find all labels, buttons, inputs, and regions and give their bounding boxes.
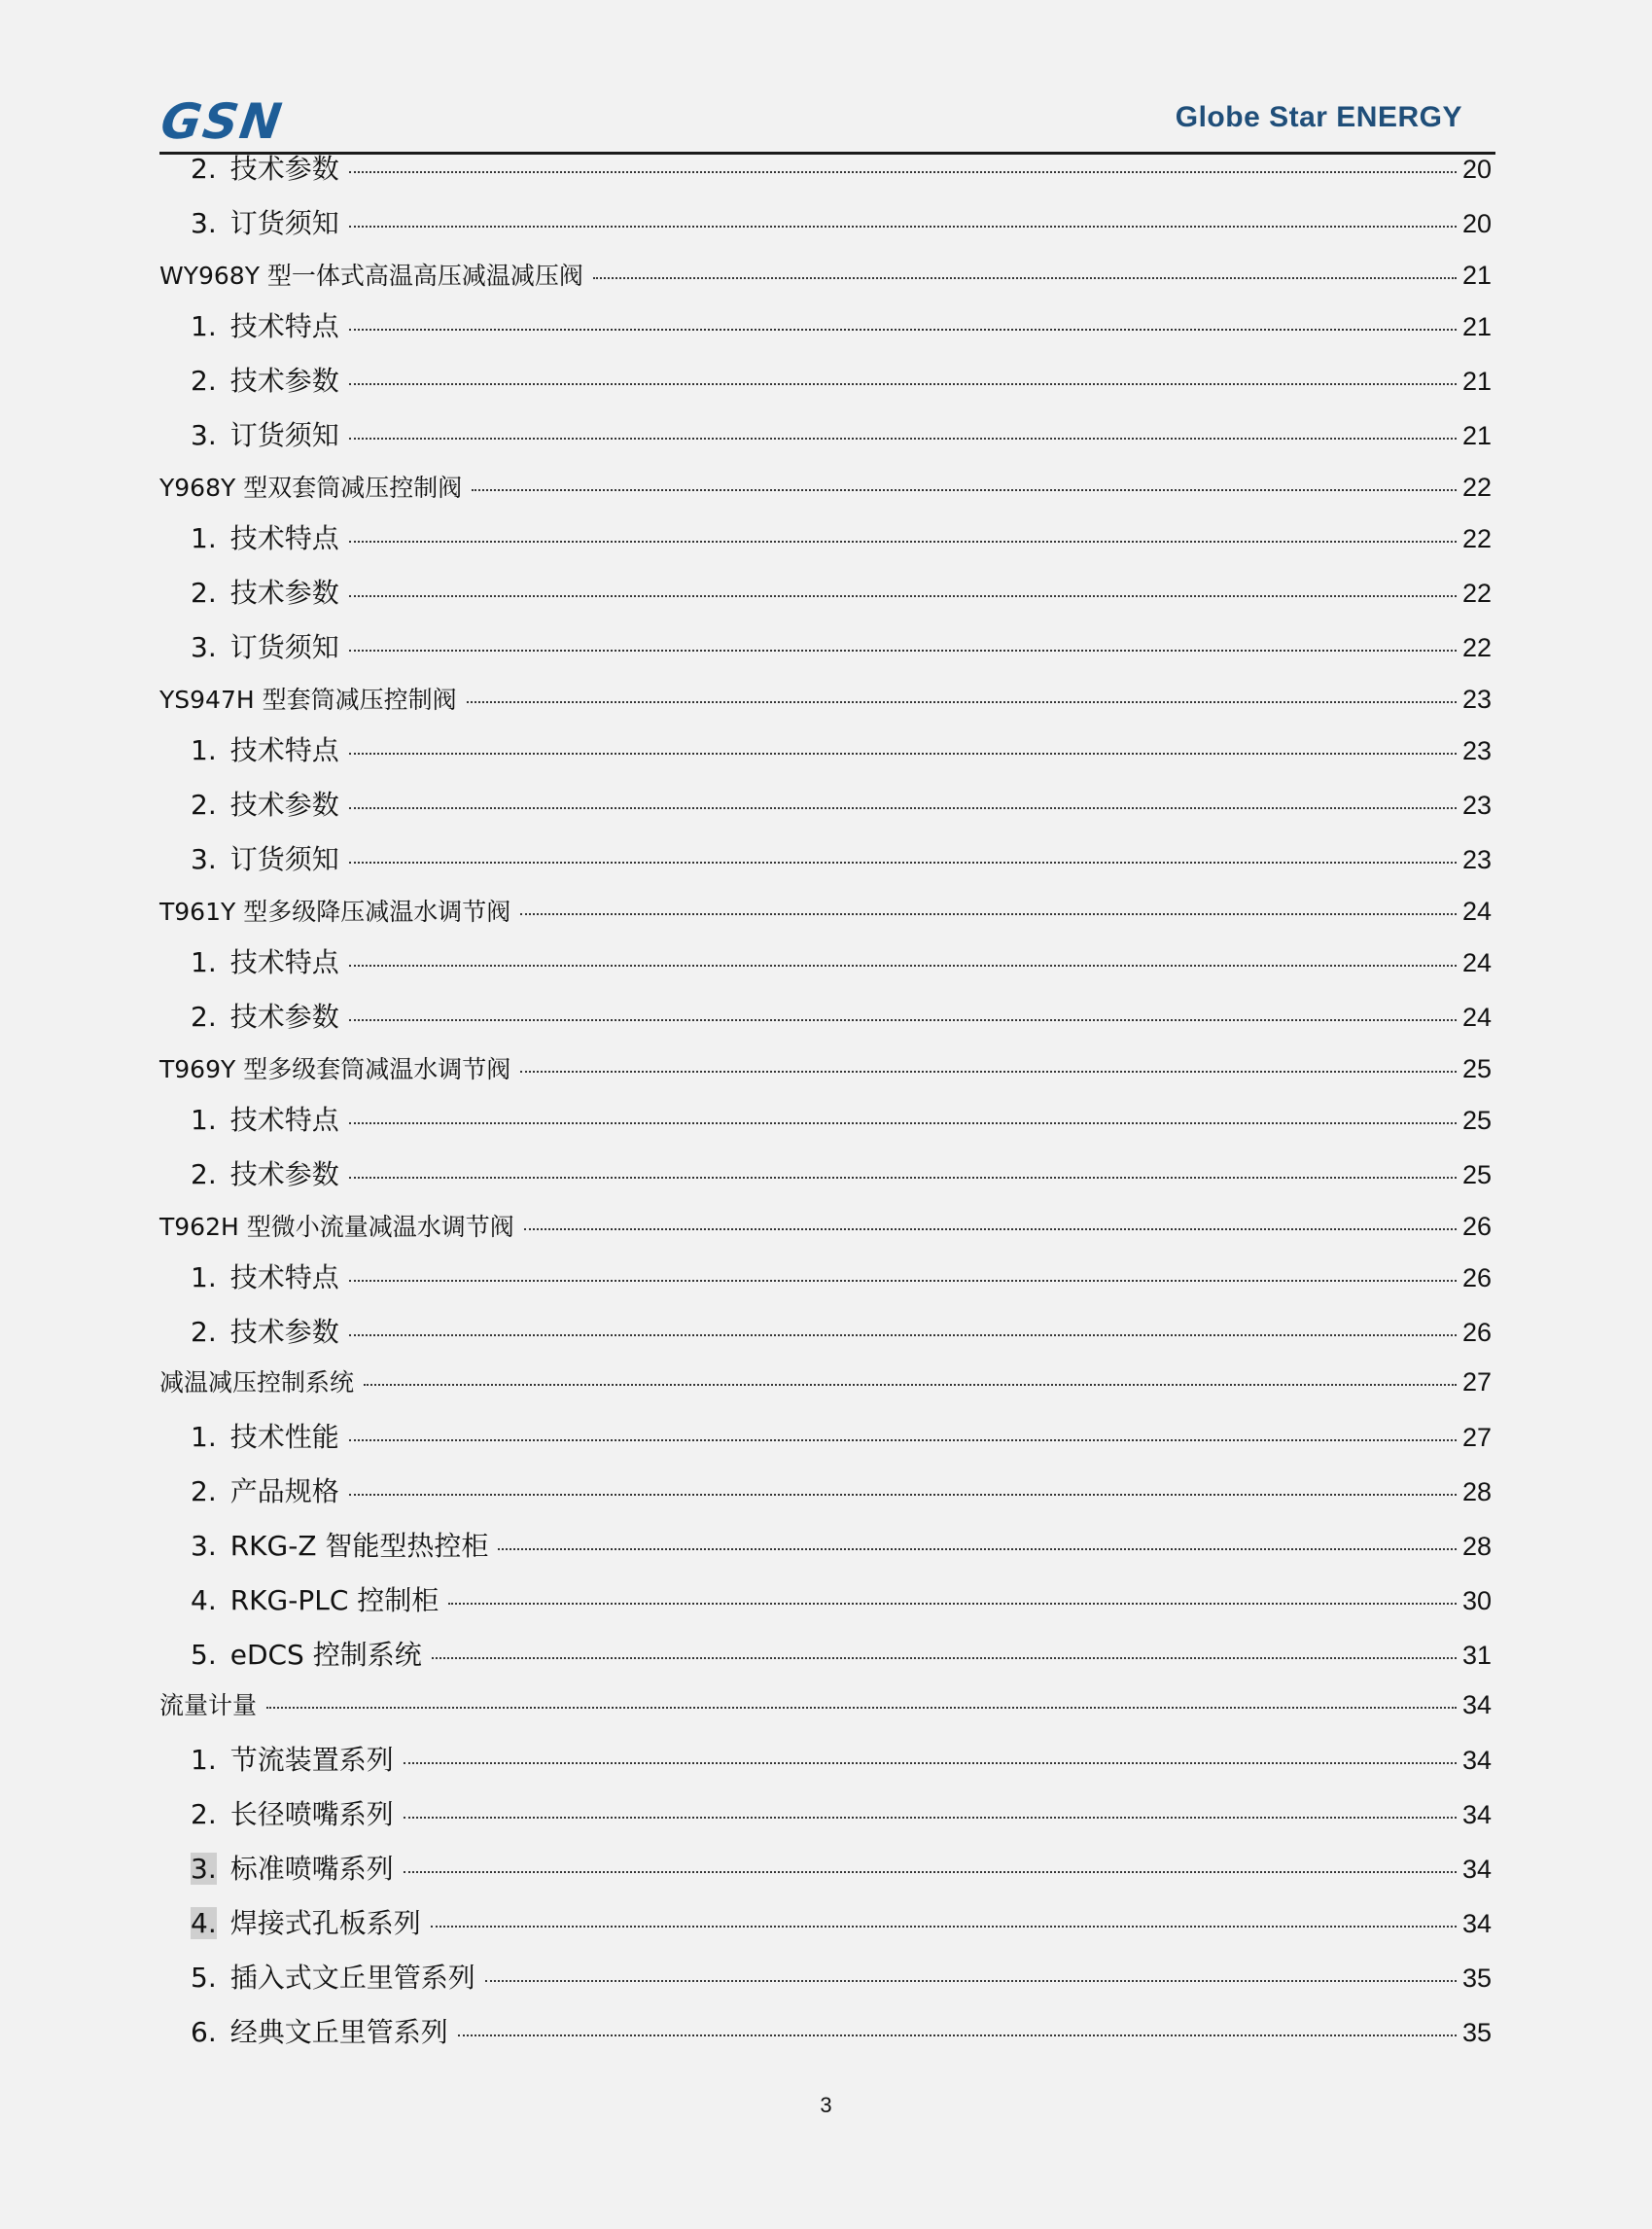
toc-subentry[interactable] xyxy=(191,1739,1492,1778)
toc-page-number: 35 xyxy=(1461,2018,1492,2047)
toc-page-number: 23 xyxy=(1461,845,1492,874)
toc-entry-number: 1. xyxy=(191,734,217,766)
toc-entry-number: 3. xyxy=(191,631,217,663)
toc-page-number: 26 xyxy=(1461,1212,1492,1241)
toc-page-number: 34 xyxy=(1461,1800,1492,1829)
toc-subentry[interactable] xyxy=(191,1579,1492,1618)
page-header xyxy=(159,86,1495,155)
dot-leader xyxy=(349,329,1457,331)
toc-entry-number: 2. xyxy=(191,1316,217,1348)
toc-subentry[interactable] xyxy=(191,1793,1492,1832)
toc-entry-number: 3. xyxy=(191,1530,217,1562)
dot-leader xyxy=(524,1228,1457,1230)
toc-entry-number: 2. xyxy=(191,1798,217,1830)
brand-name: Globe Star ENERGY xyxy=(1175,101,1462,133)
toc-heading-entry[interactable] xyxy=(159,1208,1492,1243)
toc-entry-number: 1. xyxy=(191,522,217,554)
toc-subentry[interactable] xyxy=(191,729,1492,768)
dot-leader xyxy=(349,541,1457,543)
toc-page-number: 23 xyxy=(1461,791,1492,820)
toc-heading-entry[interactable] xyxy=(159,893,1492,928)
toc-page-number: 23 xyxy=(1461,736,1492,765)
dot-leader xyxy=(498,1548,1457,1550)
toc-entry-title: T969Y 型多级套筒减温水调节阀 xyxy=(159,1055,511,1083)
toc-entry-number: 2. xyxy=(191,1158,217,1190)
toc-entry-number: 1. xyxy=(191,1744,217,1776)
toc-page-number: 21 xyxy=(1461,367,1492,396)
toc-entry-title: 订货须知 xyxy=(229,843,339,875)
toc-subentry[interactable] xyxy=(191,1099,1492,1138)
toc-page-number: 24 xyxy=(1461,1003,1492,1032)
dot-leader xyxy=(349,1280,1457,1282)
toc-entry-title: 技术性能 xyxy=(229,1421,339,1453)
toc-page-number: 22 xyxy=(1461,633,1492,662)
toc-subentry[interactable] xyxy=(191,1957,1492,1996)
dot-leader xyxy=(349,1019,1457,1021)
toc-page-number: 22 xyxy=(1461,579,1492,608)
toc-entry-title: 技术参数 xyxy=(229,1001,339,1033)
toc-subentry[interactable] xyxy=(191,517,1492,556)
dot-leader xyxy=(349,1122,1457,1124)
toc-entry-title: eDCS 控制系统 xyxy=(229,1639,422,1671)
toc-page-number: 34 xyxy=(1461,1855,1492,1884)
toc-entry-number: 2. xyxy=(191,153,217,185)
toc-entry-title: 技术特点 xyxy=(229,946,339,978)
toc-entry-title: RKG-PLC 控制柜 xyxy=(229,1584,439,1616)
toc-subentry[interactable] xyxy=(191,626,1492,665)
toc-entry-title: 减温减压控制系统 xyxy=(159,1368,355,1397)
toc-entry-title: 技术特点 xyxy=(229,310,339,342)
toc-entry-title: 技术特点 xyxy=(229,522,339,554)
toc-entry-title: 技术参数 xyxy=(229,577,339,609)
toc-page-number: 35 xyxy=(1461,1964,1492,1993)
toc-entry-title: 订货须知 xyxy=(229,419,339,451)
toc-subentry[interactable] xyxy=(191,941,1492,980)
toc-entry-number: 2. xyxy=(191,577,217,609)
toc-entry-title: 长径喷嘴系列 xyxy=(229,1798,394,1830)
page-number: 3 xyxy=(820,2093,832,2117)
toc-page-number: 21 xyxy=(1461,312,1492,341)
toc-heading-entry[interactable] xyxy=(159,469,1492,504)
dot-leader xyxy=(593,277,1457,279)
toc-entry-title: RKG-Z 智能型热控柜 xyxy=(229,1530,489,1562)
dot-leader xyxy=(349,753,1457,755)
dot-leader xyxy=(349,171,1457,173)
toc-entry-title: 订货须知 xyxy=(229,207,339,239)
gsn-logo: GSN xyxy=(157,93,287,150)
toc-page-number: 30 xyxy=(1461,1586,1492,1615)
toc-entry-title: 订货须知 xyxy=(229,631,339,663)
dot-leader xyxy=(458,2034,1457,2036)
toc-entry-title: 技术参数 xyxy=(229,789,339,821)
toc-entry-title: 产品规格 xyxy=(229,1475,339,1507)
toc-page-number: 31 xyxy=(1461,1641,1492,1670)
dot-leader xyxy=(349,650,1457,652)
dot-leader xyxy=(404,1871,1457,1873)
toc-heading-entry[interactable] xyxy=(159,1686,1492,1721)
dot-leader xyxy=(349,383,1457,385)
toc-subentry[interactable] xyxy=(191,2011,1492,2050)
toc-page-number: 20 xyxy=(1461,209,1492,238)
toc-page-number: 27 xyxy=(1461,1423,1492,1452)
toc-entry-title: WY968Y 型一体式高温高压减温减压阀 xyxy=(159,262,583,290)
toc-heading-entry[interactable] xyxy=(159,257,1492,292)
toc-entry-number: 2. xyxy=(191,789,217,821)
toc-entry-number: 3. xyxy=(191,207,217,239)
toc-page-number: 34 xyxy=(1461,1746,1492,1775)
toc-subentry[interactable] xyxy=(191,572,1492,611)
dot-leader xyxy=(349,1439,1457,1441)
toc-page-number: 20 xyxy=(1461,155,1492,184)
dot-leader xyxy=(431,1926,1457,1928)
dot-leader xyxy=(520,1071,1457,1073)
dot-leader xyxy=(404,1762,1457,1764)
toc-entry-title: Y968Y 型双套筒减压控制阀 xyxy=(159,474,463,502)
toc-subentry[interactable] xyxy=(191,1525,1492,1564)
toc-entry-title: T962H 型微小流量减温水调节阀 xyxy=(159,1213,514,1241)
toc-page-number: 21 xyxy=(1461,261,1492,290)
toc-subentry[interactable] xyxy=(191,996,1492,1035)
toc-subentry[interactable] xyxy=(191,1416,1492,1455)
dot-leader xyxy=(349,595,1457,597)
toc-entry-number: 6. xyxy=(191,2016,217,2048)
toc-heading-entry[interactable] xyxy=(159,681,1492,716)
toc-subentry[interactable] xyxy=(191,784,1492,823)
toc-entry-title: 流量计量 xyxy=(159,1691,258,1719)
toc-page-number: 28 xyxy=(1461,1532,1492,1561)
dot-leader xyxy=(349,226,1457,228)
toc-page-number: 21 xyxy=(1461,421,1492,450)
toc-subentry[interactable] xyxy=(191,1470,1492,1509)
toc-subentry[interactable] xyxy=(191,1634,1492,1673)
dot-leader xyxy=(467,701,1457,703)
toc-page-number: 22 xyxy=(1461,473,1492,502)
toc-entry-number: 1. xyxy=(191,1104,217,1136)
dot-leader xyxy=(485,1980,1457,1982)
dot-leader xyxy=(266,1707,1457,1709)
toc-subentry[interactable] xyxy=(191,1153,1492,1192)
dot-leader xyxy=(432,1657,1457,1659)
toc-entry-number: 3. xyxy=(191,1853,217,1885)
toc-entry-title: 标准喷嘴系列 xyxy=(229,1853,394,1885)
toc-heading-entry[interactable] xyxy=(159,1363,1492,1398)
toc-entry-title: 焊接式孔板系列 xyxy=(229,1907,421,1939)
toc-entry-title: 节流装置系列 xyxy=(229,1744,394,1776)
dot-leader xyxy=(349,807,1457,809)
dot-leader xyxy=(404,1817,1457,1819)
toc-entry-number: 4. xyxy=(191,1907,217,1939)
toc-heading-entry[interactable] xyxy=(159,1050,1492,1085)
toc-entry-title: 技术参数 xyxy=(229,153,339,185)
toc-page-number: 28 xyxy=(1461,1477,1492,1506)
toc-entry-title: T961Y 型多级降压减温水调节阀 xyxy=(159,898,511,926)
toc-entry-number: 3. xyxy=(191,843,217,875)
toc-entry-title: YS947H 型套筒减压控制阀 xyxy=(159,686,457,714)
toc-entry-number: 1. xyxy=(191,1261,217,1293)
toc-subentry[interactable] xyxy=(191,148,1492,187)
dot-leader xyxy=(520,913,1457,915)
toc-subentry[interactable] xyxy=(191,838,1492,877)
toc-entry-number: 1. xyxy=(191,946,217,978)
toc-page-number: 23 xyxy=(1461,685,1492,714)
toc-entry-title: 经典文丘里管系列 xyxy=(229,2016,448,2048)
toc-subentry[interactable] xyxy=(191,202,1492,241)
toc-entry-number: 2. xyxy=(191,365,217,397)
dot-leader xyxy=(349,1494,1457,1496)
toc-entry-title: 技术特点 xyxy=(229,1104,339,1136)
toc-subentry[interactable] xyxy=(191,1256,1492,1295)
toc-entry-title: 技术参数 xyxy=(229,1316,339,1348)
toc-entry-number: 5. xyxy=(191,1962,217,1994)
toc-entry-number: 5. xyxy=(191,1639,217,1671)
toc-page-number: 34 xyxy=(1461,1690,1492,1719)
toc-subentry[interactable] xyxy=(191,305,1492,344)
dot-leader xyxy=(448,1603,1457,1605)
toc-entry-number: 3. xyxy=(191,419,217,451)
toc-entry-number: 1. xyxy=(191,310,217,342)
toc-entry-number: 4. xyxy=(191,1584,217,1616)
toc-page-number: 24 xyxy=(1461,948,1492,977)
toc-subentry[interactable] xyxy=(191,1311,1492,1350)
dot-leader xyxy=(472,489,1457,491)
dot-leader xyxy=(364,1384,1457,1386)
toc-entry-title: 插入式文丘里管系列 xyxy=(229,1962,475,1994)
toc-subentry[interactable] xyxy=(191,360,1492,399)
toc-page-number: 25 xyxy=(1461,1054,1492,1083)
toc-subentry[interactable] xyxy=(191,414,1492,453)
toc-page-number: 26 xyxy=(1461,1318,1492,1347)
toc-page-number: 27 xyxy=(1461,1367,1492,1397)
toc-entry-number: 1. xyxy=(191,1421,217,1453)
toc-subentry[interactable] xyxy=(191,1902,1492,1941)
toc-entry-number: 2. xyxy=(191,1001,217,1033)
toc-page-number: 34 xyxy=(1461,1909,1492,1938)
toc-page-number: 25 xyxy=(1461,1106,1492,1135)
toc-page-number: 25 xyxy=(1461,1160,1492,1189)
toc-page-number: 22 xyxy=(1461,524,1492,553)
toc-entry-number: 2. xyxy=(191,1475,217,1507)
dot-leader xyxy=(349,862,1457,864)
dot-leader xyxy=(349,438,1457,440)
toc-page-number: 24 xyxy=(1461,897,1492,926)
toc-entry-title: 技术特点 xyxy=(229,734,339,766)
toc-subentry[interactable] xyxy=(191,1848,1492,1887)
toc-page-number: 26 xyxy=(1461,1263,1492,1292)
dot-leader xyxy=(349,965,1457,967)
toc-entry-title: 技术参数 xyxy=(229,1158,339,1190)
toc-entry-title: 技术参数 xyxy=(229,365,339,397)
toc-entry-title: 技术特点 xyxy=(229,1261,339,1293)
dot-leader xyxy=(349,1177,1457,1179)
dot-leader xyxy=(349,1334,1457,1336)
